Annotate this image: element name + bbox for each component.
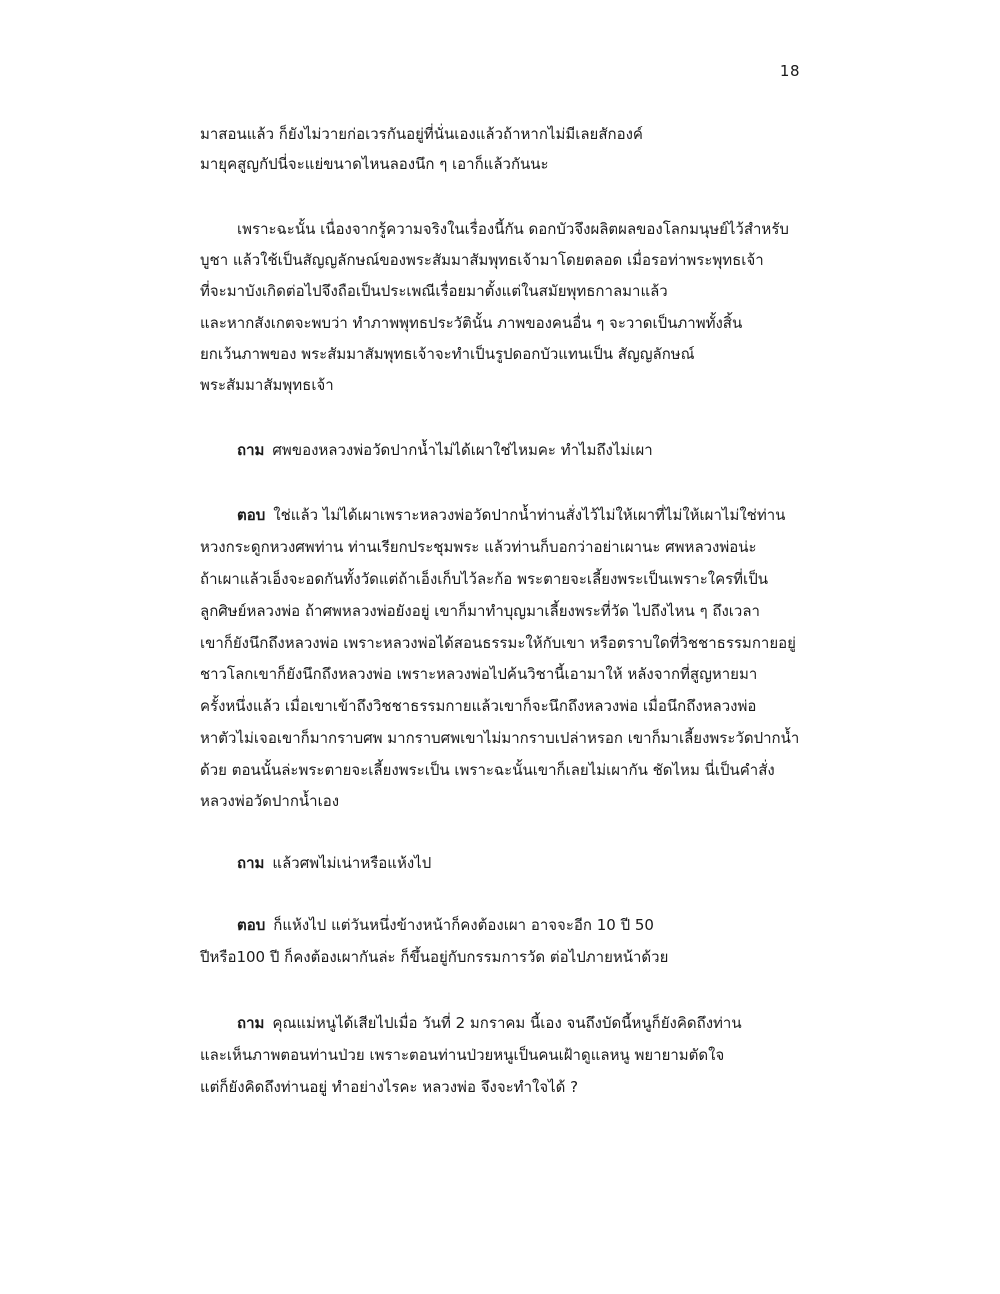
text-line: มาสอนแล้ว ก็ยังไม่วายก่อเวรกันอยู่ที่นั่นเองแล้วถ้าหากไม่มีเลยสักองค์ xyxy=(200,125,643,143)
answer-line xyxy=(237,505,785,525)
text-line: เพราะฉะนั้น เนื่องจากรู้ความจริงในเรื่องนี้กัน ดอกบัวจึงผลิตผลของโลกมนุษย์ไว้สำหรับ xyxy=(237,220,789,238)
question-line xyxy=(237,853,431,873)
answer-text: ใช่แล้ว ไม่ได้เผาเพราะหลวงพ่อวัดปากน้ำท่านสั่งไว้ไม่ให้เผาที่ไม่ให้เผาไม่ใช่ท่าน xyxy=(273,506,786,524)
text-line: ปีหรือ100 ปี ก็คงต้องเผากันล่ะ ก็ขึ้นอยู่กับกรรมการวัด ต่อไปภายหน้าด้วย xyxy=(200,948,669,966)
text-line: เขาก็ยังนึกถึงหลวงพ่อ เพราะหลวงพ่อได้สอนธรรมะให้กับเขา หรือตราบใดที่วิชชาธรรมกายอยู่ xyxy=(200,634,796,652)
text-line: ที่จะมาบังเกิดต่อไปจึงถือเป็นประเพณีเรื่อยมาตั้งแต่ในสมัยพุทธกาลมาแล้ว xyxy=(200,282,668,300)
text-line: หลวงพ่อวัดปากน้ำเอง xyxy=(200,792,340,810)
answer-text: ก็แห้งไป แต่วันหนึ่งข้างหน้าก็คงต้องเผา อาจจะอีก 10 ปี 50 xyxy=(273,916,654,934)
text-line: ลูกศิษย์หลวงพ่อ ถ้าศพหลวงพ่อยังอยู่ เขาก็มาทำบุญมาเลี้ยงพระที่วัด ไปถึงไหน ๆ ถึงเวลา xyxy=(200,602,760,620)
question-text: แล้วศพไม่เน่าหรือแห้งไป xyxy=(272,854,432,872)
question-line xyxy=(237,440,653,460)
text-line: บูชา แล้วใช้เป็นสัญญลักษณ์ของพระสัมมาสัมพุทธเจ้ามาโดยตลอด เมื่อรอท่าพระพุทธเจ้า xyxy=(200,251,764,269)
text-line: แต่ก็ยังคิดถึงท่านอยู่ ทำอย่างไรคะ หลวงพ่อ จึงจะทำใจได้ ? xyxy=(200,1078,579,1096)
question-label: ถาม xyxy=(237,1014,265,1032)
question-text: คุณแม่หนูได้เสียไปเมื่อ วันที่ 2 มกราคม นี้เอง จนถึงบัดนี้หนูก็ยังคิดถึงท่าน xyxy=(272,1014,742,1032)
text-line: ครั้งหนึ่งแล้ว เมื่อเขาเข้าถึงวิชชาธรรมกายแล้วเขาก็จะนึกถึงหลวงพ่อ เมื่อนึกถึงหลวงพ่อ xyxy=(200,697,757,715)
page-number: 18 xyxy=(779,62,800,80)
text-line: หวงกระดูกหวงศพท่าน ท่านเรียกประชุมพระ แล้วท่านก็บอกว่าอย่าเผานะ ศพหลวงพ่อน่ะ xyxy=(200,538,757,556)
question-label: ถาม xyxy=(237,854,265,872)
text-line: และหากสังเกตจะพบว่า ทำภาพพุทธประวัตินั้น ภาพของคนอื่น ๆ จะวาดเป็นภาพทั้งสิ้น xyxy=(200,314,743,332)
text-line: ด้วย ตอนนั้นล่ะพระตายจะเลี้ยงพระเป็น เพราะฉะนั้นเขาก็เลยไม่เผากัน ชัดไหม นี่เป็นคำสั่ง xyxy=(200,761,775,779)
answer-label: ตอบ xyxy=(237,916,266,934)
text-line: พระสัมมาสัมพุทธเจ้า xyxy=(200,376,334,394)
text-line: มายุคสูญกัปนี่จะแย่ขนาดไหนลองนึก ๆ เอาก็แล้วกันนะ xyxy=(200,155,549,173)
answer-line xyxy=(237,915,654,935)
question-text: ศพของหลวงพ่อวัดปากน้ำไม่ได้เผาใช่ไหมคะ ทำไมถึงไม่เผา xyxy=(272,441,653,459)
text-line: ถ้าเผาแล้วเอ็งจะอดกันทั้งวัดแต่ถ้าเอ็งเก็บไว้ละก้อ พระตายจะเลี้ยงพระเป็นเพราะใครที่เป็น xyxy=(200,570,768,588)
question-line xyxy=(237,1013,742,1033)
answer-label: ตอบ xyxy=(237,506,266,524)
text-line: และเห็นภาพตอนท่านป่วย เพราะตอนท่านป่วยหนูเป็นคนเฝ้าดูแลหนู พยายามตัดใจ xyxy=(200,1046,725,1064)
text-line: ชาวโลกเขาก็ยังนึกถึงหลวงพ่อ เพราะหลวงพ่อไปค้นวิชานี้เอามาให้ หลังจากที่สูญหายมา xyxy=(200,665,758,683)
text-line: หาตัวไม่เจอเขาก็มากราบศพ มากราบศพเขาไม่มากราบเปล่าหรอก เขาก็มาเลี้ยงพระวัดปากน้ำ xyxy=(200,729,800,747)
text-line: ยกเว้นภาพของ พระสัมมาสัมพุทธเจ้าจะทำเป็นรูปดอกบัวแทนเป็น สัญญลักษณ์ xyxy=(200,345,695,363)
question-label: ถาม xyxy=(237,441,265,459)
